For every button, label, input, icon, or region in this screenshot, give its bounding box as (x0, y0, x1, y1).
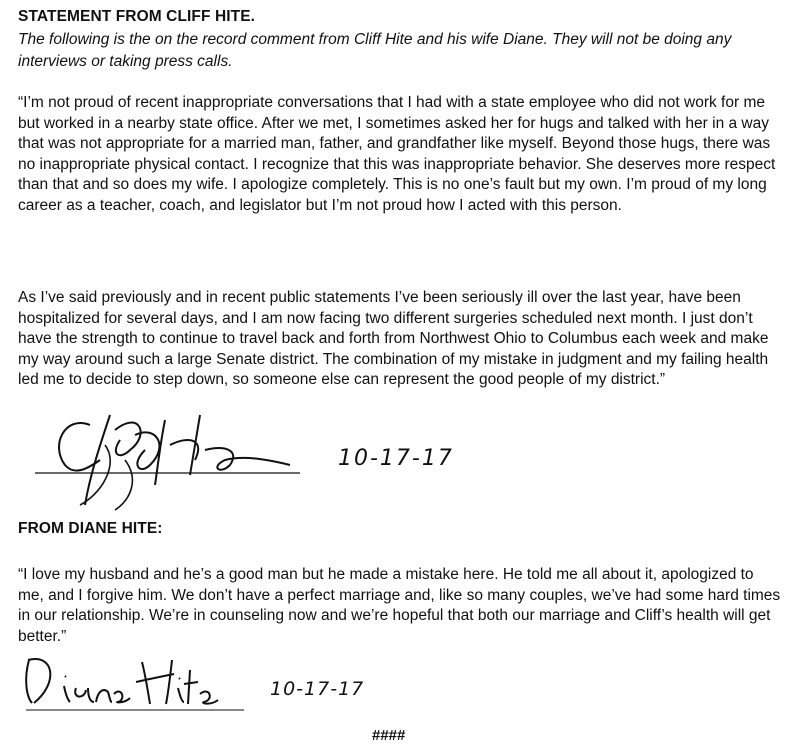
diane-title: FROM DIANE HITE: (18, 520, 163, 537)
diane-paragraph: “I love my husband and he’s a good man but he made a mistake here. He told me all about it, apologized to me, and I forgive him. We don’t have a perfect marriage and, like so many couples, we’ve had some hard times in our relationship. We’re in counseling now and we’re hopeful that both our marriage and Cliff’s health will get better.” (18, 566, 781, 645)
cliff-signature-date: 10-17-17 (338, 446, 454, 471)
cliff-hite-signature (30, 405, 310, 515)
statement-intro: The following is the on the record comment from Cliff Hite and his wife Diane. They will not be doing any interviews or taking press calls. (18, 31, 732, 70)
end-mark: #### (372, 727, 406, 744)
statement-paragraph-2: As I’ve said previously and in recent public statements I’ve been seriously ill over the last year, have been hospitalized for several days, and I am now facing two different surgeries scheduled next month. I just don’t have the strength to continue to travel back and forth from Northwest Ohio to Columbus each week and make my way around such a large Senate district. The combination of my mistake in judgment and my failing health led me to decide to step down, so someone else can represent the good people of my district.” (18, 289, 769, 388)
statement-title: STATEMENT FROM CLIFF HITE. (18, 8, 256, 25)
statement-paragraph-1: “I’m not proud of recent inappropriate conversations that I had with a state employee who did not work for me but worked in a nearby state office. After we met, I sometimes asked her for hugs and talked with her in a way that was not appropriate for a married man, father, and grandfather like myself. Beyond those hugs, there was no inappropriate physical contact. I recognize that this was inappropriate behavior. She deserves more respect than that and so does my wife. I apologize completely. This is no one’s fault but my own. I’m proud of my long career as a teacher, coach, and legislator but I’m not proud how I acted with this person. (18, 94, 776, 214)
diane-hite-signature (14, 648, 254, 718)
diane-signature-date: 10-17-17 (270, 678, 365, 700)
